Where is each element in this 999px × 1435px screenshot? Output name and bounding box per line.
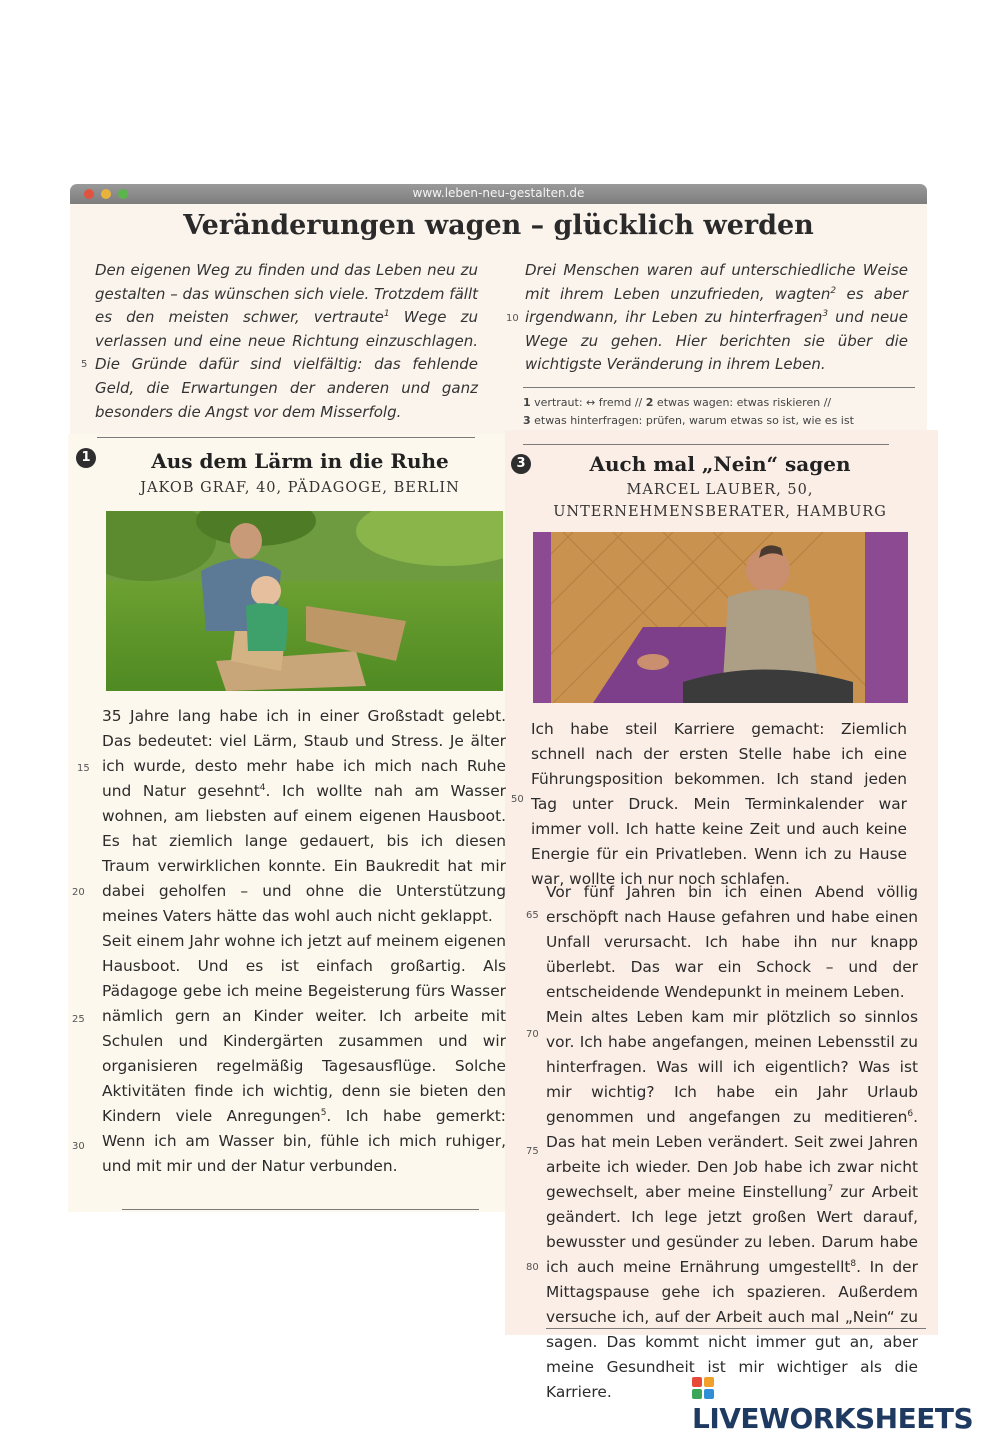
- line-number: 50: [511, 794, 524, 805]
- intro-left-text: Den eigenen Weg zu finden und das Leben neu zu gestalten – das wünschen sich viele. Trotzdem fällt es den meisten schwer, vertraute: [95, 261, 478, 327]
- article-number-badge: 3: [511, 454, 531, 474]
- article3-title: Auch mal „Nein“ sagen: [589, 452, 851, 476]
- article-number-badge: 1: [76, 448, 96, 468]
- intro-right-text-3: und neue Wege zu gehen. Hier berichten sie über die wichtigste Veränderung in ihrem Leben.: [525, 308, 908, 374]
- article1-title: Aus dem Lärm in die Ruhe: [151, 449, 449, 473]
- footnote-ref: 2: [830, 285, 837, 296]
- intro-right: [525, 259, 908, 377]
- article1-body: [102, 704, 506, 1179]
- line-number: 30: [72, 1141, 85, 1152]
- intro-left-text-2: Wege zu verlassen und eine neue Richtung einzuschlagen. Die Gründe dafür sind vielfältig: das fehlende Geld, die Erwartungen der anderen und ganz besonders die Angst vor dem Misserfolg.: [95, 308, 478, 421]
- intro-left: [95, 259, 478, 424]
- father-son-photo: [106, 511, 503, 691]
- intro-right-text-2: es aber irgendwann, ihr Leben zu hinterfragen: [525, 284, 908, 327]
- footnote-ref: 3: [822, 309, 829, 320]
- footnote-ref: 7: [827, 1183, 834, 1194]
- line-number: 25: [72, 1014, 85, 1025]
- article3-body-2: [546, 880, 918, 1405]
- article1-paragraph: Seit einem Jahr wohne ich jetzt auf meinem eigenen Hausboot. Und es ist einfach großartig. Als Pädagoge gebe ich meine Begeisterung fürs Wasser nämlich gern an Kinder weiter. Ich arbeite mit Schulen und Kindergärten zusammen und wir organisieren regelmäßig Tagesausflüge. Solche Aktivitäten finde ich wichtig, denn sie bieten den Kindern viele Anregungen: [102, 932, 506, 1125]
- article3-paragraph: Ich habe steil Karriere gemacht: Ziemlich schnell nach der ersten Stelle habe ich eine Führungsposition bekommen. Ich stand jeden Tag unter Druck. Mein Terminkalender war immer voll. Ich hatte keine Zeit und auch keine Energie für ein Privatleben. Wenn ich zu Hause war, wollte ich nur noch schlafen.: [531, 720, 907, 888]
- divider: [122, 1209, 479, 1210]
- footnote-text: etwas wagen: etwas riskieren //: [656, 396, 832, 409]
- article3-body-1: [531, 717, 907, 892]
- line-number: 10: [506, 313, 519, 324]
- footnote-text: vertraut: ↔ fremd //: [534, 396, 643, 409]
- divider: [546, 1328, 926, 1329]
- divider: [97, 437, 475, 438]
- divider: [523, 387, 915, 388]
- footnote-number: 3: [523, 414, 531, 427]
- line-number: 5: [81, 359, 88, 370]
- line-number: 65: [526, 910, 539, 921]
- footnotes: [523, 394, 913, 430]
- footnote-ref: 6: [907, 1108, 914, 1119]
- line-number: 20: [72, 887, 85, 898]
- article3-subtitle: UNTERNEHMENSBERATER, HAMBURG: [553, 504, 887, 520]
- logo-text: LIVEWORKSHEETS: [692, 1402, 974, 1435]
- divider: [523, 444, 889, 445]
- article3-paragraph: . Das hat mein Leben verändert. Seit zwei Jahren arbeite ich wieder. Den Job habe ich zwar nicht gewechselt, aber meine Einstellung: [546, 1108, 918, 1201]
- footnote-ref: 8: [850, 1258, 857, 1269]
- footnote-ref: 1: [383, 309, 390, 320]
- browser-bar: [70, 184, 927, 204]
- article3-paragraph: Mein altes Leben kam mir plötzlich so sinnlos vor. Ich habe angefangen, meinen Lebensstil zu hinterfragen. Was will ich eigentlich? Was ist mir wichtig? Ich habe ein Jahr Urlaub genommen und angefangen zu meditieren: [546, 1008, 918, 1126]
- article1-paragraph: . Ich wollte nah am Wasser wohnen, am liebsten auf einem eigenen Hausboot. Es hat ziemlich lange gedauert, bis ich diesen Traum verwirklichen konnte. Ein Baukredit hat mir dabei geholfen – und ohne die Unterstützung meines Vaters hätte das wohl auch nicht geklappt.: [102, 782, 506, 925]
- line-number: 80: [526, 1262, 539, 1273]
- article1-paragraph: . Ich habe gemerkt: Wenn ich am Wasser bin, fühle ich mich ruhiger, und mit mir und der Natur verbunden.: [102, 1107, 506, 1175]
- page-title: Veränderungen wagen – glücklich werden: [183, 210, 814, 241]
- article3-photo: [533, 532, 908, 703]
- article1-paragraph: 35 Jahre lang habe ich in einer Großstadt gelebt. Das bedeutet: viel Lärm, Staub und Stress. Je älter ich wurde, desto mehr habe ich mich nach Ruhe und Natur gesehnt: [102, 707, 506, 800]
- footnote-text: etwas hinterfragen: prüfen, warum etwas so ist, wie es ist: [534, 414, 854, 427]
- article1-photo: [106, 511, 503, 691]
- article3-subtitle: MARCEL LAUBER, 50,: [626, 482, 814, 498]
- article1-subtitle: JAKOB GRAF, 40, PÄDAGOGE, BERLIN: [140, 480, 460, 496]
- footnote-number: 1: [523, 396, 531, 409]
- intro-right-text: Drei Menschen waren auf unterschiedliche Weise mit ihrem Leben unzufrieden, wagten: [525, 261, 908, 303]
- meditating-man-photo: [533, 532, 908, 703]
- url-text[interactable]: www.leben-neu-gestalten.de: [412, 186, 585, 200]
- footnote-ref: 5: [320, 1107, 327, 1118]
- line-number: 15: [77, 763, 90, 774]
- article3-paragraph: zur Arbeit geändert. Ich lege jetzt großen Wert darauf, bewusster und gesünder zu leben. Darum habe ich auch meine Ernährung umgestellt: [546, 1183, 918, 1276]
- line-number: 70: [526, 1029, 539, 1040]
- logo-icon: [692, 1377, 716, 1401]
- article3-paragraph: Vor fünf Jahren bin ich einen Abend völlig erschöpft nach Hause gefahren und habe einen Unfall verursacht. Ich habe ihn nur knapp überlebt. Das war ein Schock – und der entscheidende Wendepunkt in meinem Leben.: [546, 883, 918, 1001]
- liveworksheets-logo[interactable]: [692, 1374, 999, 1435]
- footnote-ref: 4: [259, 782, 266, 793]
- footnote-number: 2: [645, 396, 654, 409]
- line-number: 75: [526, 1146, 539, 1157]
- article3-paragraph: . In der Mittagspause gehe ich spazieren. Außerdem versuche ich, auf der Arbeit auch mal „Nein“ zu sagen. Das kommt nicht immer gut an, aber meine Gesundheit ist mir wichtiger als die Karriere.: [546, 1258, 918, 1401]
